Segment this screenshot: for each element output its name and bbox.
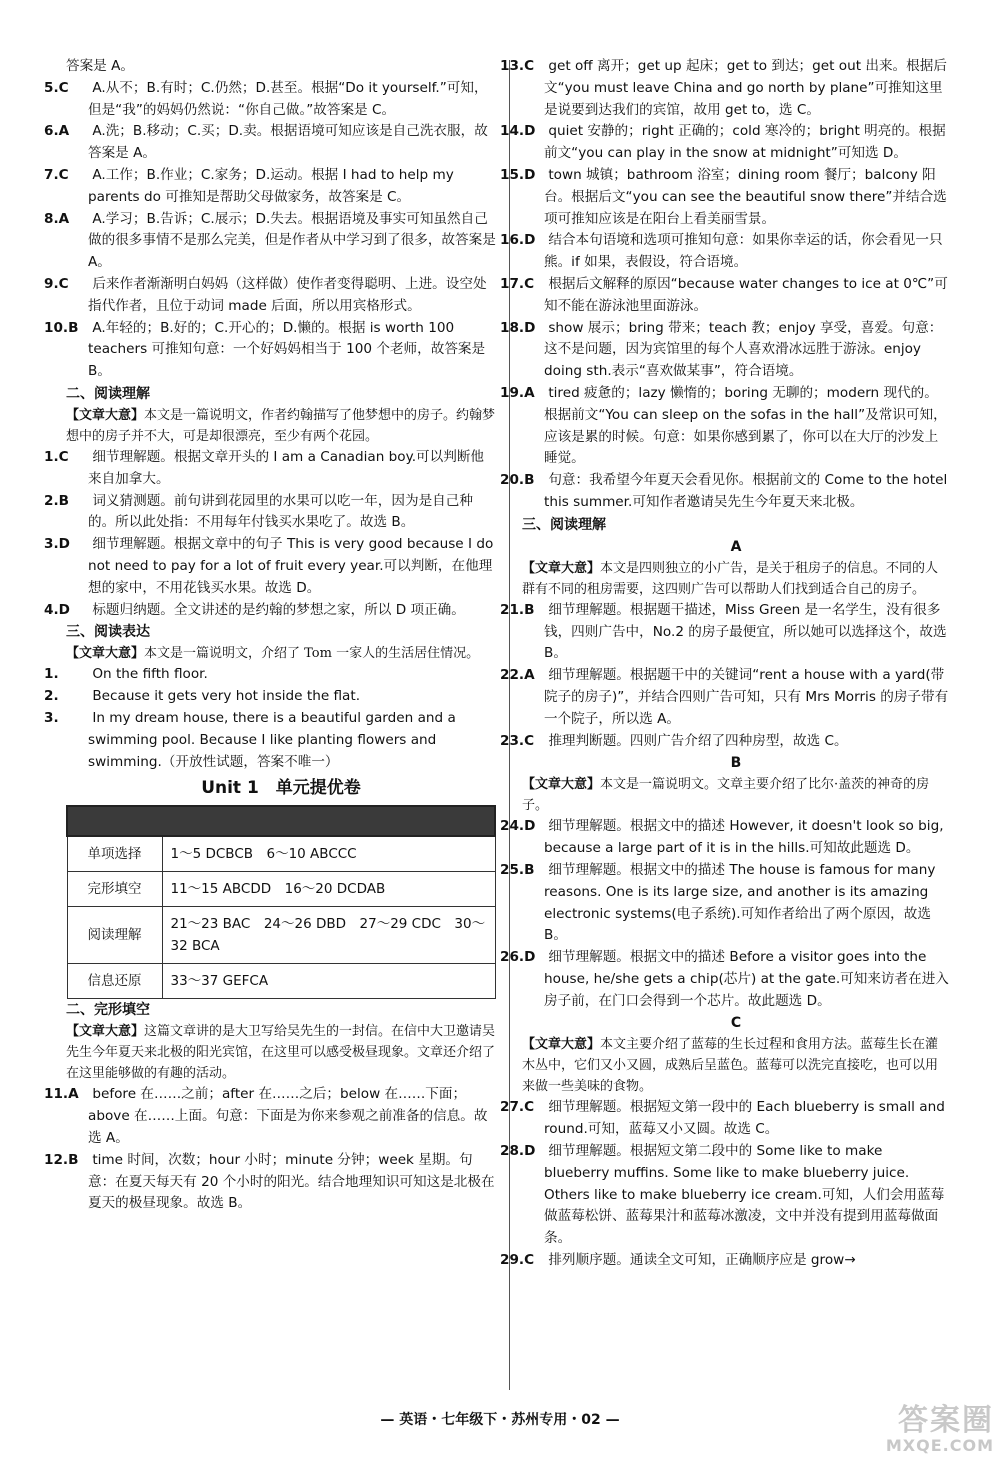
item-number: 13.C: [500, 58, 535, 74]
answer-item: [44, 78, 496, 122]
watermark: [804, 1405, 994, 1457]
article-gist: [66, 643, 496, 664]
item-number: 2.: [44, 688, 59, 705]
watermark-url: MXQE.COM: [885, 1436, 994, 1455]
page-footer: — 英语・七年级下・苏州专用・02 —: [380, 1412, 620, 1428]
gist-label: 【文章大意】: [522, 777, 601, 793]
answer-item: [44, 1150, 496, 1215]
answer-item: [500, 274, 950, 318]
item-number: 6.A: [44, 123, 70, 140]
answer-item: [500, 1141, 950, 1250]
answer-item: [44, 318, 496, 383]
item-number: 16.D: [500, 232, 536, 249]
table-row: [67, 907, 495, 964]
table-header-bar: [67, 806, 495, 836]
item-number: 3.D: [44, 536, 70, 553]
item-number: 15.D: [500, 166, 536, 183]
item-text: 细节理解题。根据文中的描述 Before a visitor goes into the house, he/she gets a chip(芯片) at the gate.可知来访者在进入房子前，在门口会得到一个芯片。故此题选 D。: [544, 949, 949, 1009]
item-text: quiet 安静的；right 正确的；cold 寒冷的；bright 明亮的。根据前文“you can play in the snow at midnight”可知选 D。: [544, 123, 946, 162]
item-text: 后来作者渐渐明白妈妈（这样做）使作者变得聪明、上进。设空处指代作者，且位于动词 made 后面，所以用宾格形式。: [88, 275, 487, 314]
item-text: Because it gets very hot inside the flat.: [92, 688, 361, 705]
table-cell-key: 信息还原: [67, 964, 162, 999]
answer-item: [44, 209, 496, 274]
answer-item: [500, 731, 950, 753]
answer-item: [44, 708, 496, 773]
table-cell-value: 11～15 ABCDD 16～20 DCDAB: [162, 872, 495, 907]
item-text: 句意：我希望今年夏天会看见你。根据前文的 Come to the hotel this summer.可知作者邀请吴先生今年夏天来北极。: [544, 472, 948, 510]
item-number: 24.D: [500, 818, 536, 835]
article-gist: [522, 558, 950, 600]
answer-item: [44, 664, 496, 686]
item-text: In my dream house, there is a beautiful garden and a swimming pool. Because I like planting flowers and swimming.（开放性试题，答案不唯一）: [88, 709, 456, 770]
table-row: [67, 836, 495, 872]
answer-item: [500, 121, 950, 165]
item-number: 22.A: [500, 667, 535, 684]
gist-label: 【文章大意】: [66, 407, 145, 423]
table-cell-key: 阅读理解: [67, 907, 162, 964]
answer-item: [500, 1097, 950, 1141]
item-number: 2.B: [44, 492, 69, 509]
part-label: B: [730, 755, 742, 772]
item-text: time 时间，次数；hour 小时；minute 分钟；week 星期。句意：在夏天每天有 20 个小时的阳光。结合地理知识可知这是北极在夏天的极昼现象。故选 B。: [88, 1151, 495, 1212]
gist-label: 【文章大意】: [522, 1037, 601, 1053]
gist-text: 本文是一篇说明文。文章主要介绍了比尔·盖茨的神奇的房子。: [522, 777, 930, 814]
article-gist: [66, 1021, 496, 1084]
item-number: 23.C: [500, 732, 535, 749]
answer-item: [44, 686, 496, 708]
item-number: 3.: [44, 709, 59, 726]
item-text: 细节理解题。根据题干中的关键词“rent a house with a yard(带院子的房子)”，并结合四则广告可知，只有 Mrs Morris 的房子带有一个院子，所以选 A。: [544, 667, 949, 727]
answer-item: [500, 165, 950, 230]
item-text: 词义猜测题。前句讲到花园里的水果可以吃一年，因为是自己种的。所以此处指：不用每年付钱买水果吃了。故选 B。: [88, 492, 473, 531]
item-number: 8.A: [44, 210, 70, 227]
item-number: 26.D: [500, 949, 536, 966]
item-text: 细节理解题。根据题干描述，Miss Green 是一名学生，没有很多钱，四则广告中，No.2 的房子最便宜，所以她可以选择这个，故选 B。: [544, 601, 947, 662]
item-number: 12.B: [44, 1151, 79, 1168]
item-number: 10.B: [44, 319, 79, 336]
table-row: [67, 964, 495, 999]
item-number: 11.A: [44, 1086, 79, 1103]
item-text: On the fifth floor.: [92, 666, 208, 683]
left-column: [44, 56, 496, 1215]
item-text: A.洗；B.移动；C.买；D.卖。根据语境可知应该是自己洗衣服，故答案是 A。: [88, 123, 488, 162]
unit-title: Unit 1 单元提优卷: [201, 778, 361, 799]
item-number: 29.C: [500, 1252, 535, 1269]
answer-line: 答案是 A。: [66, 58, 134, 74]
item-text: 推理判断题。四则广告介绍了四种房型，故选 C。: [548, 732, 848, 749]
gist-text: 本文是四则独立的小广告，是关于租房子的信息。不同的人群有不同的租房需要，这四则广告可以帮助人们找到适合自己的房子。: [522, 560, 939, 597]
section-heading: 三、阅读理解: [522, 516, 606, 533]
gist-label: 【文章大意】: [522, 560, 601, 576]
answer-item: [500, 56, 950, 121]
section-heading: 二、完形填空: [66, 1002, 150, 1019]
item-text: A.工作；B.作业；C.家务；D.运动。根据 I had to help my parents do 可推知是帮助父母做家务，故答案是 C。: [88, 166, 454, 205]
answer-item: [500, 665, 950, 730]
column-divider: [509, 60, 510, 1390]
answer-item: [500, 230, 950, 274]
item-text: 结合本句语境和选项可推知句意：如果你幸运的话，你会看见一只熊。if 如果，表假设，符合语境。: [544, 232, 943, 271]
item-text: get off 离开；get up 起床；get to 到达；get out 出来。根据后文“you must leave China and go north by plane”可推知这里是说要到达我们的宾馆，故用 get to，选 C。: [544, 58, 947, 118]
gist-text: 本文主要介绍了蓝莓的生长过程和食用方法。蓝莓生长在灌木丛中，它们又小又圆，成熟后呈蓝色。蓝莓可以洗完直接吃，也可以用来做一些美味的食物。: [522, 1037, 939, 1095]
item-text: 细节理解题。根据文中的描述 However, it doesn't look so big, because a large part of it is in the hills.可知故此题选 D。: [544, 818, 944, 857]
item-number: 21.B: [500, 601, 535, 618]
item-number: 20.B: [500, 472, 535, 489]
item-text: A.年轻的；B.好的；C.开心的；D.懒的。根据 is worth 100 teachers 可推知句意：一个好妈妈相当于 100 个老师，故答案是 B。: [88, 319, 486, 380]
item-number: 27.C: [500, 1099, 535, 1116]
gist-text: 本文是一篇说明文，介绍了 Tom 一家人的生活居住情况。: [144, 646, 480, 662]
item-number: 4.D: [44, 601, 70, 618]
item-text: before 在……之前；after 在……之后；below 在……下面；above 在……上面。句意：下面是为你来参观之前准备的信息。故选 A。: [88, 1086, 488, 1146]
item-text: 细节理解题。根据短文第一段中的 Each blueberry is small and round.可知，蓝莓又小又圆。故选 C。: [544, 1099, 945, 1138]
answer-item: [500, 470, 950, 514]
answer-item: [500, 318, 950, 383]
answer-item: [44, 491, 496, 535]
gist-label: 【文章大意】: [66, 646, 145, 662]
answer-key-table: [66, 805, 496, 999]
answer-item: [44, 274, 496, 318]
item-text: town 城镇；bathroom 浴室；dining room 餐厅；balcony 阳台。根据后文“you can see the beautiful snow there”并结合选项可推知应该是在阳台上看美丽雪景。: [544, 166, 947, 227]
answer-item: [500, 816, 950, 860]
watermark-logo-text: 答案圈: [898, 1403, 994, 1438]
table-cell-value: 33～37 GEFCA: [162, 964, 495, 999]
answer-item: [44, 1084, 496, 1149]
item-number: 19.A: [500, 384, 535, 401]
item-text: 根据后文解释的原因“because water changes to ice at 0℃”可知不能在游泳池里面游泳。: [544, 275, 948, 314]
section-heading: 三、阅读表达: [66, 624, 150, 641]
table-cell-key: 单项选择: [67, 836, 162, 872]
item-text: A.从不；B.有时；C.仍然；D.甚至。根据“Do it yourself.”可知，但是“我”的妈妈仍然说：“你自己做。”故答案是 C。: [88, 79, 488, 118]
item-number: 7.C: [44, 166, 69, 183]
item-number: 25.B: [500, 861, 535, 878]
item-text: 细节理解题。根据文章开头的 I am a Canadian boy.可以判断他来自加拿大。: [88, 448, 485, 487]
section-heading: 二、阅读理解: [66, 385, 150, 402]
gist-text: 本文是一篇说明文，作者约翰描写了他梦想中的房子。约翰梦想中的房子并不大，可是却很漂亮，至少有两个花园。: [66, 407, 496, 444]
item-text: show 展示；bring 带来；teach 教；enjoy 享受，喜爱。句意：这不是问题，因为宾馆里的每个人喜欢滑冰远胜于游泳。enjoy doing sth.表示“喜欢做某事”，符合语境。: [544, 319, 943, 380]
part-label: A: [730, 538, 742, 555]
item-text: 细节理解题。根据文章中的句子 This is very good because I do not need to pay for a lot of fruit every year.可以判断，在他理想的家中，不用花钱买水果。故选 D。: [88, 536, 494, 596]
answer-item: [500, 860, 950, 947]
item-number: 18.D: [500, 319, 536, 336]
item-number: 9.C: [44, 275, 69, 292]
item-number: 1.C: [44, 448, 69, 465]
gist-text: 这篇文章讲的是大卫写给吴先生的一封信。在信中大卫邀请吴先生今年夏天来北极的阳光宾馆，在这里可以感受极昼现象。文章还介绍了在这里能够做的有趣的活动。: [66, 1024, 496, 1082]
answer-item: [44, 447, 496, 491]
table-cell-value: 21～23 BAC 24～26 DBD 27～29 CDC 30～32 BCA: [162, 907, 495, 964]
table-cell-key: 完形填空: [67, 872, 162, 907]
item-text: 细节理解题。根据文中的描述 The house is famous for many reasons. One is its large size, and another is its amazing electronic systems(电子系统).可知作者给出了两个原因，故选 B。: [544, 861, 936, 944]
right-column: [500, 56, 950, 1272]
answer-item: [44, 600, 496, 622]
answer-item: [500, 600, 950, 665]
article-gist: [66, 405, 496, 447]
answer-item: [44, 165, 496, 209]
answer-item: [44, 121, 496, 165]
item-number: 14.D: [500, 123, 536, 140]
item-number: 5.C: [44, 79, 69, 96]
item-number: 17.C: [500, 275, 535, 292]
item-text: 细节理解题。根据短文第二段中的 Some like to make blueberry muffins. Some like to make blueberry juice. Others like to make blueberry ice cream.可知，人们会用蓝莓做蓝莓松饼、蓝莓果汁和蓝莓冰激凌，文中并没有提到用蓝莓做面条。: [544, 1143, 945, 1247]
article-gist: [522, 774, 950, 816]
article-gist: [522, 1034, 950, 1097]
item-text: 排列顺序题。通读全文可知，正确顺序应是 grow→: [548, 1252, 856, 1269]
part-label: C: [730, 1015, 742, 1032]
table-row: [67, 872, 495, 907]
answer-item: [44, 534, 496, 599]
item-text: A.学习；B.告诉；C.展示；D.失去。根据语境及事实可知虽然自己做的很多事情不是那么完美，但是作者从中学习到了很多，故答案是 A。: [88, 210, 496, 271]
table-cell-value: 1～5 DCBCB 6～10 ABCCC: [162, 836, 495, 872]
answer-item: [500, 947, 950, 1012]
answer-item: [500, 1250, 950, 1272]
item-text: 标题归纳题。全文讲述的是约翰的梦想之家，所以 D 项正确。: [92, 601, 465, 618]
item-text: tired 疲惫的；lazy 懒惰的；boring 无聊的；modern 现代的。根据前文“You can sleep on the sofas in the hall”及常识可知，应该是累的时候。句意：如果你感到累了，你可以在大厅的沙发上睡觉。: [544, 384, 947, 467]
table-header-cell: [67, 806, 495, 836]
item-number: 1.: [44, 666, 59, 683]
item-number: 28.D: [500, 1143, 536, 1160]
answer-item: [500, 383, 950, 470]
gist-label: 【文章大意】: [66, 1024, 145, 1040]
